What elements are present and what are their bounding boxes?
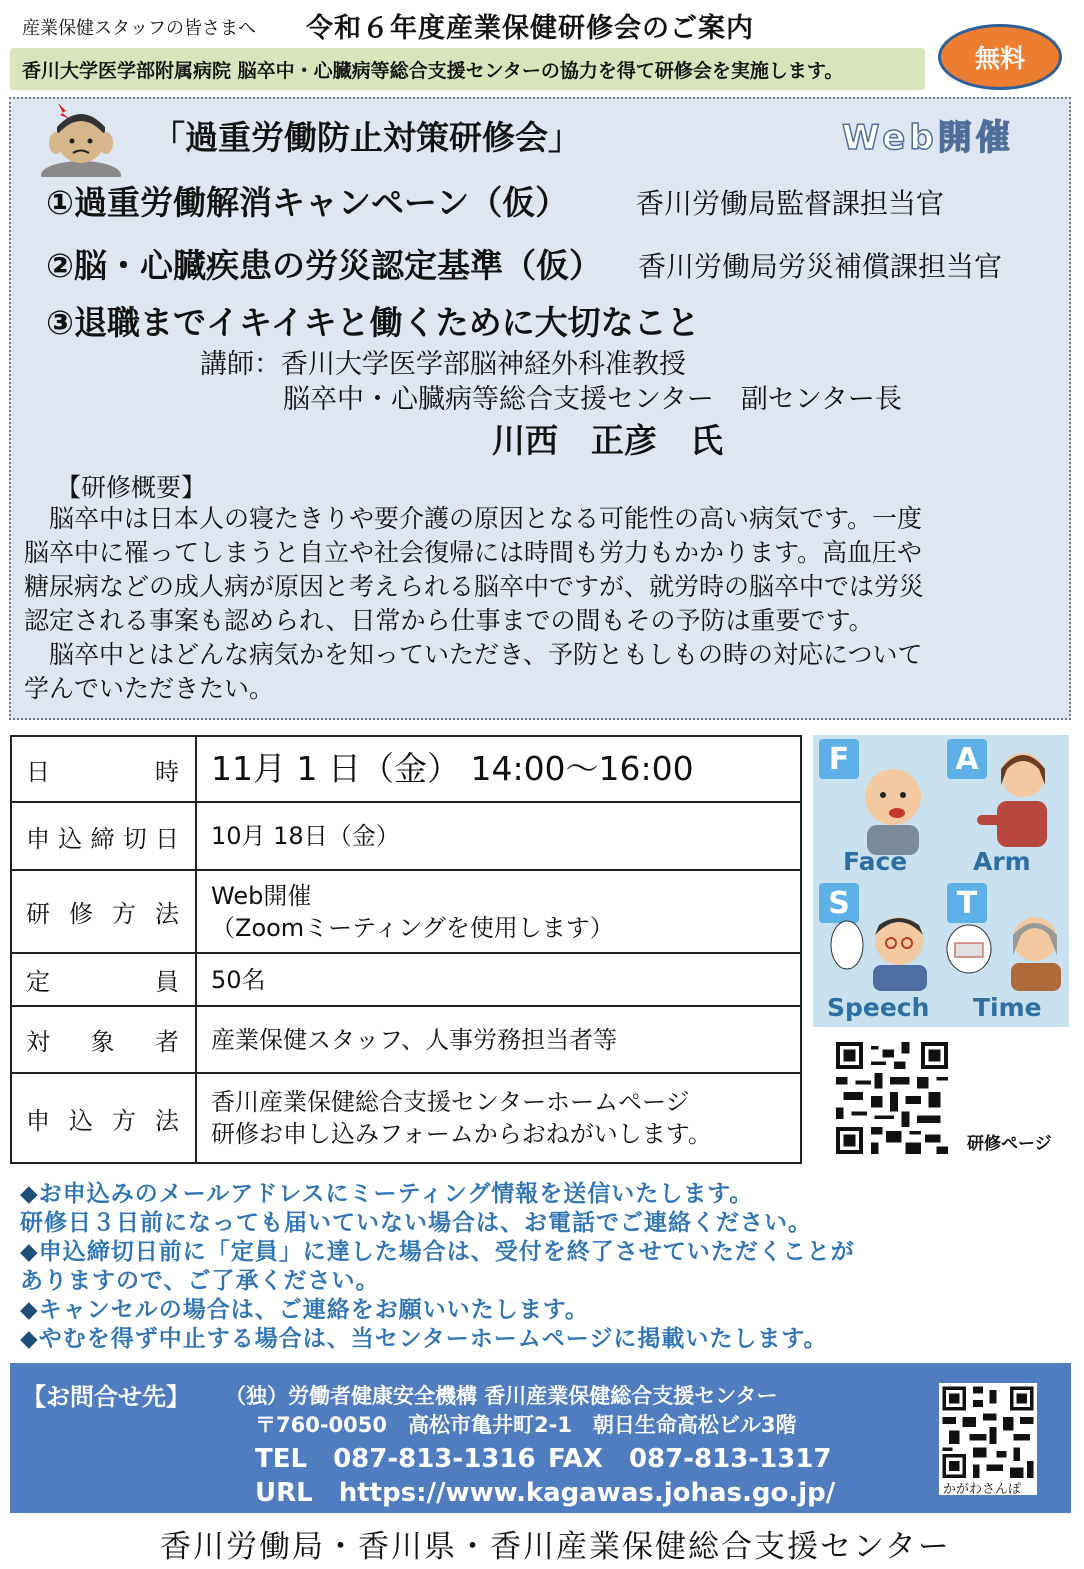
fast-letter-s: S xyxy=(819,883,859,923)
speech-person-icon xyxy=(827,905,937,991)
fast-stroke-illustration xyxy=(813,735,1069,1027)
contact-heading: 【お問合せ先】 xyxy=(22,1383,190,1411)
fast-letter-t: T xyxy=(947,883,987,923)
fast-letter-a: A xyxy=(947,739,987,779)
topic-2-speaker: 香川労働局労災補償課担当官 xyxy=(638,250,1003,283)
note-item: ◆やむを得ず中止する場合は、当センターホームページに掲載いたします。 xyxy=(20,1326,828,1352)
contact-fax: FAX 087-813-1317 xyxy=(548,1444,832,1474)
row-label-method: 研修方法 xyxy=(11,870,196,953)
note-item: ◆キャンセルの場合は、ご連絡をお願いいたします。 xyxy=(20,1297,589,1323)
topic-2: ②脳・心臓疾患の労災認定基準（仮） xyxy=(46,246,602,285)
fast-word-arm: Arm xyxy=(973,847,1031,876)
note-item: ◆お申込みのメールアドレスにミーティング情報を送信いたします。 研修日３日前になっても届いていない場合は、お電話でご連絡ください。 xyxy=(20,1181,812,1236)
table-row xyxy=(11,870,801,953)
face-person-icon xyxy=(853,755,933,855)
diamond-bullet-icon: ◆ xyxy=(20,1297,39,1323)
page-title: 令和６年度産業保健研修会のご案内 xyxy=(306,13,754,44)
seminar-title: 「過重労働防止対策研修会」 xyxy=(152,118,581,157)
table-row xyxy=(11,736,801,802)
topic-1: ①過重労働解消キャンペーン（仮） xyxy=(46,183,569,222)
contact-url-link[interactable]: URL https://www.kagawas.johas.go.jp/ xyxy=(255,1478,836,1508)
worried-person-icon xyxy=(36,97,126,177)
lecturer-affiliation: 講師：香川大学医学部脳神経外科准教授 xyxy=(200,349,686,380)
row-value-method: Web開催 （Zoomミーティングを使用します） xyxy=(196,870,801,953)
row-value-datetime: 11月 1 日（金） 14:00～16:00 xyxy=(196,736,801,802)
web-event-badge: Web開催 xyxy=(842,118,1014,158)
diamond-bullet-icon: ◆ xyxy=(20,1181,39,1207)
table-row xyxy=(11,953,801,1006)
row-label-deadline: 申込締切日 xyxy=(11,802,196,870)
contact-tel[interactable]: TEL 087-813-1316 xyxy=(255,1444,536,1474)
free-badge: 無料 xyxy=(938,24,1062,90)
row-label-capacity: 定員 xyxy=(11,953,196,1006)
organizers-footer: 香川労働局・香川県・香川産業保健総合支援センター xyxy=(160,1529,951,1565)
contact-organization: （独）労働者健康安全機構 香川産業保健総合支援センター xyxy=(225,1384,778,1408)
row-label-apply: 申込方法 xyxy=(11,1073,196,1163)
center-qr-label: かがわさんぽ xyxy=(943,1482,1022,1497)
note-item: ◆申込締切日前に「定員」に達した場合は、受付を終了させていただくことが ありますので、ご了承ください。 xyxy=(20,1239,855,1294)
topic-3: ③退職までイキイキと働くために大切なこと xyxy=(46,303,700,342)
row-label-target: 対象者 xyxy=(11,1006,196,1073)
fast-word-speech: Speech xyxy=(827,993,930,1022)
overview-text: 脳卒中は日本人の寝たきりや要介護の原因となる可能性の高い病気です。一度 脳卒中に罹ってしまうと自立や社会復帰には時間も労力もかかります。高血圧や 糖尿病などの成人病が原因と考えられる脳卒中ですが、就労時の脳卒中では労災 認定される事案も認められ、日常から仕事までの間もその予防は重要です。 脳卒中とはどんな病気かを知っていただき、予防ともしもの時の対応について 学んでいただきたい。 xyxy=(24,504,925,703)
topic-1-speaker: 香川労働局監督課担当官 xyxy=(636,187,945,220)
subtitle-text: 香川大学医学部附属病院 脳卒中・心臓病等総合支援センターの協力を得て研修会を実施します。 xyxy=(22,60,844,82)
row-label-datetime: 日時 xyxy=(11,736,196,802)
fast-word-face: Face xyxy=(843,847,908,876)
contact-address: 〒760-0050 高松市亀井町2-1 朝日生命高松ビル3階 xyxy=(255,1413,797,1437)
diamond-bullet-icon: ◆ xyxy=(20,1326,39,1352)
row-value-target: 産業保健スタッフ、人事労務担当者等 xyxy=(196,1006,801,1073)
event-info-table xyxy=(10,735,802,1164)
row-value-apply: 香川産業保健総合支援センターホームページ 研修お申し込みフォームからおねがいします。 xyxy=(196,1073,801,1163)
arm-person-icon xyxy=(977,745,1063,855)
table-row xyxy=(11,1073,801,1163)
seminar-page-qr-code[interactable] xyxy=(836,1040,948,1156)
fast-word-time: Time xyxy=(973,993,1042,1022)
row-value-capacity: 50名 xyxy=(196,953,801,1006)
diamond-bullet-icon: ◆ xyxy=(20,1239,39,1265)
seminar-page-qr-label: 研修ページ xyxy=(967,1134,1052,1154)
lecturer-position: 脳卒中・心臓病等総合支援センター 副センター長 xyxy=(283,384,902,415)
overview-heading: 【研修概要】 xyxy=(56,473,207,502)
time-person-icon xyxy=(943,905,1067,991)
table-row xyxy=(11,802,801,870)
notes-list xyxy=(20,1180,1070,1354)
lecturer-name: 川西 正彦 氏 xyxy=(492,421,723,460)
fast-letter-f: F xyxy=(819,739,859,779)
table-row xyxy=(11,1006,801,1073)
row-value-deadline: 10月 18日（金） xyxy=(196,802,801,870)
audience-label: 産業保健スタッフの皆さまへ xyxy=(22,18,256,39)
